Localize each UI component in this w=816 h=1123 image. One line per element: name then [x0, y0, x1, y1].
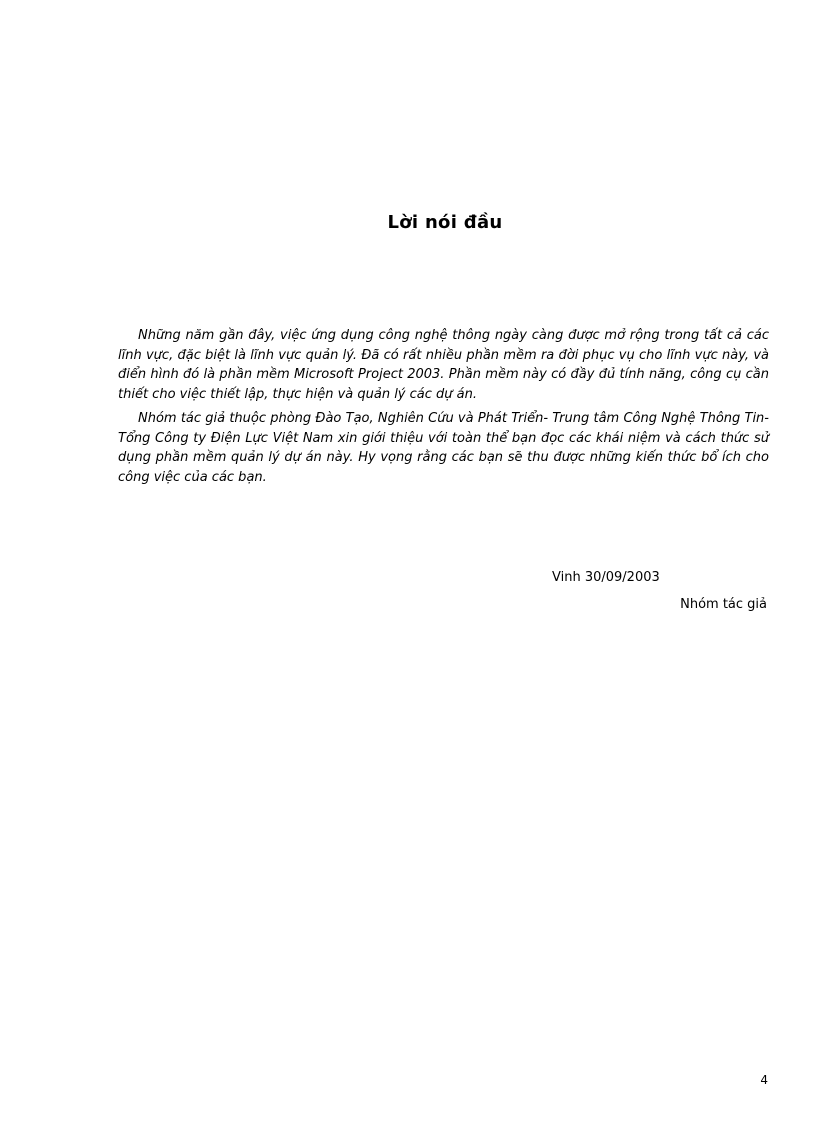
- preface-paragraph-1: Những năm gần đây, việc ứng dụng công nghệ thông ngày càng được mở rộng trong tất cả các lĩnh vực, đặc biệt là lĩnh vực quản lý. Đã có rất nhiều phần mềm ra đời phục vụ cho lĩnh vực này, và điển hình đó là phần mềm Microsoft Project 2003. Phần mềm này có đầy đủ tính năng, công cụ cần thiết cho việc thiết lập, thực hiện và quản lý các dự án.: [118, 328, 769, 402]
- preface-paragraph-2: Nhóm tác giả thuộc phòng Đào Tạo, Nghiên Cứu và Phát Triển- Trung tâm Công Nghệ Thông Tin- Tổng Công ty Điện Lực Việt Nam xin giới thiệu với toàn thể bạn đọc các khái niệm và cách thức sử dụng phần mềm quản lý dự án này. Hy vọng rằng các bạn sẽ thu được những kiến thức bổ ích cho công việc của các bạn.: [118, 411, 769, 485]
- preface-body: [118, 326, 769, 492]
- page-title: Lời nói đầu: [387, 212, 503, 233]
- place-date: Vinh 30/09/2003: [552, 570, 660, 585]
- author-signature: Nhóm tác giả: [680, 597, 767, 612]
- page-number: 4: [760, 1073, 768, 1087]
